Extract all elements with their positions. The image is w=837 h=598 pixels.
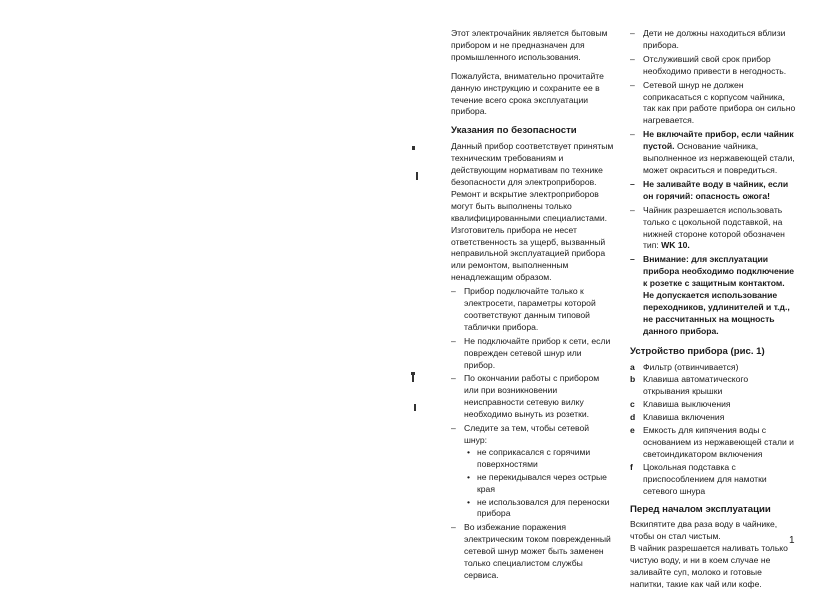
safety-paragraph: Данный прибор соответствует принятым техническим требованиям и действующим нормативам по технике безопасности для электроприборов. Ремонт и вскрытие электроприборов могут быть выполнены только квалифицированными специалистами.	[451, 141, 614, 223]
part-text: Клавиша включения	[643, 412, 725, 423]
list-item-text: Основание чайника, выполненное из нержавеющей стали, может окраситься и повредиться.	[643, 141, 795, 175]
cord-bullet-list	[464, 447, 614, 520]
list-item: – Дети не должны находиться вблизи прибора.	[630, 28, 796, 52]
left-column	[451, 28, 614, 584]
device-heading: Устройство прибора (рис. 1)	[630, 345, 765, 357]
part-item	[630, 412, 796, 424]
list-item: – Внимание: для эксплуатации прибора необходимо подключение к розетке с защитным контактом. Не допускается использование переходников, удлинителей и т.д., не рассчитанных на мощность данного прибора.	[630, 254, 796, 337]
list-item: – По окончании работы с прибором или при возникновении неисправности сетевую вилку необходимо вынуть из розетки.	[451, 373, 614, 421]
list-item	[630, 129, 796, 177]
part-letter: c	[630, 399, 635, 410]
intro-paragraph: Этот электрочайник является бытовым прибором и не предназначен для промышленного использования.	[451, 28, 608, 62]
right-column	[630, 28, 796, 598]
part-letter: e	[630, 425, 635, 436]
part-item	[630, 425, 796, 461]
bullet-item: • не соприкасался с горячими поверхностями	[464, 447, 614, 471]
scan-speck	[414, 404, 416, 411]
part-item	[630, 462, 796, 498]
part-item	[630, 362, 796, 374]
before-use-heading: Перед началом эксплуатации	[630, 503, 771, 515]
safety-list-continued	[630, 28, 796, 338]
water-paragraph: В чайник разрешается наливать только чистую воду, и ни в коем случае не заливайте суп, молоко и готовые напитки, такие как чай или кофе.	[630, 543, 788, 589]
page-number: 1	[789, 535, 795, 546]
bullet-item: • не перекидывался через острые края	[464, 472, 614, 496]
scan-speck	[412, 372, 414, 382]
before-use-paragraph: Вскипятите два раза воду в чайнике, чтобы он стал чистым.	[630, 519, 778, 542]
list-item-text: Чайник разрешается использовать только с цокольной подставкой, на нижней стороне которой обозначен тип:	[643, 204, 785, 251]
part-letter: b	[630, 374, 636, 385]
part-text: Цокольная подставка с приспособлением для намотки сетевого шнура	[643, 461, 767, 496]
part-item	[630, 399, 796, 411]
list-item: – Отслуживший свой срок прибор необходимо привести в негодность.	[630, 54, 796, 78]
part-text: Клавиша автоматического открывания крышки	[643, 374, 749, 397]
list-item: – Сетевой шнур не должен соприкасаться с корпусом чайника, так как при работе прибора он сильно нагревается.	[630, 80, 796, 128]
part-text: Емкость для кипячения воды с основанием из нержавеющей стали и светоиндикатором включения	[643, 425, 794, 459]
safety-list	[451, 286, 614, 582]
list-item: – Прибор подключайте только к электросети, параметры которой соответствуют данным типовой таблички прибора.	[451, 286, 614, 334]
scan-speck	[412, 146, 415, 150]
safety-heading: Указания по безопасности	[451, 125, 577, 137]
part-text: Клавиша выключения	[643, 399, 731, 410]
list-item-text: Следите за тем, чтобы сетевой шнур:	[464, 423, 590, 445]
part-item	[630, 374, 796, 398]
warning-bold-text: Не включайте прибор, если чайник пустой.	[643, 129, 794, 152]
list-item: – Во избежание поражения электрическим током поврежденный сетевой шнур может быть заменен только специалистом службы сервиса.	[451, 522, 614, 582]
list-item: – Не подключайте прибор к сети, если поврежден сетевой шнур или прибор.	[451, 336, 614, 372]
part-letter: a	[630, 361, 635, 372]
list-item	[451, 423, 614, 520]
scan-speck	[416, 172, 418, 180]
part-letter: d	[630, 412, 636, 423]
parts-list	[630, 362, 796, 498]
instructions-paragraph: Пожалуйста, внимательно прочитайте данную инструкцию и сохраните ее в течение всего срока эксплуатации прибора.	[451, 70, 604, 117]
list-item	[630, 205, 796, 253]
bullet-item: • не использовался для переноски прибора	[464, 497, 614, 521]
list-item: – Не заливайте воду в чайник, если он горячий: опасность ожога!	[630, 179, 796, 203]
type-code: WK 10.	[661, 240, 690, 251]
liability-paragraph: Изготовитель прибора не несет ответственность за ущерб, вызванный неправильной эксплуатацией прибора или ремонтом, выполненным ненадлежащим образом.	[451, 224, 606, 283]
part-text: Фильтр (отвинчивается)	[643, 361, 739, 372]
part-letter: f	[630, 461, 633, 472]
